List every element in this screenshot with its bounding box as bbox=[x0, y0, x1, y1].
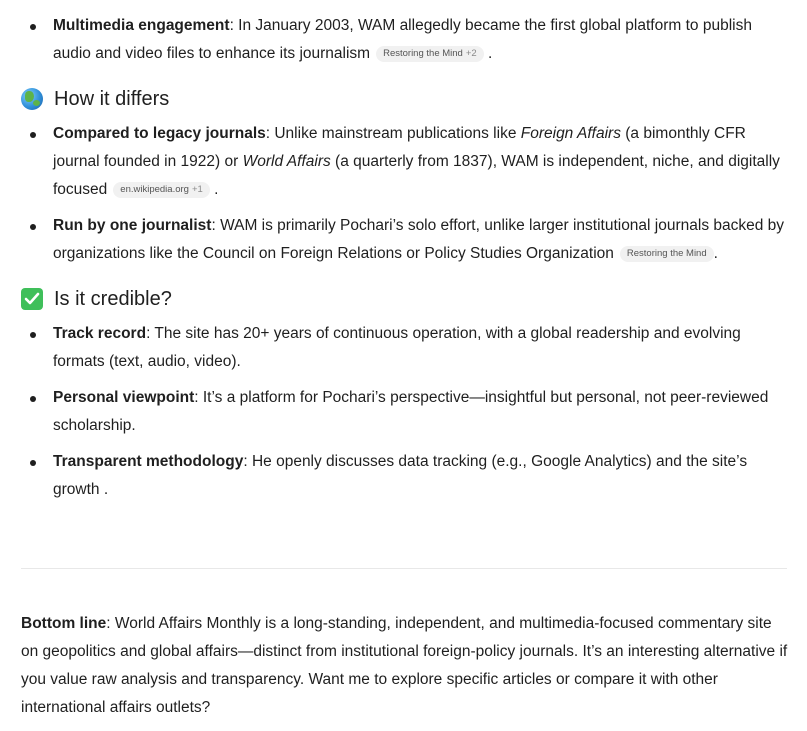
list-item-run-by-one-journalist bbox=[21, 212, 791, 268]
publication-name: World Affairs bbox=[242, 153, 331, 170]
bottom-line-term: Bottom line bbox=[21, 615, 107, 632]
item-term: Track record bbox=[53, 325, 147, 342]
bottom-line-text: : World Affairs Monthly is a long-standing, independent, and multimedia-focused commentary site on geopolitics and global affairs—distinct from institutional foreign-policy journals. It’s an interesting alternative if you value raw analysis and transparency. Want me to explore specific articles or compare it with other international affairs outlets? bbox=[21, 615, 788, 716]
citation-chip[interactable] bbox=[113, 182, 210, 198]
citation-label: Restoring the Mind bbox=[383, 48, 463, 59]
globe-icon bbox=[21, 88, 43, 110]
item-end: . bbox=[713, 245, 718, 262]
section-title: How it differs bbox=[54, 88, 170, 110]
item-text: : WAM is primarily Pochari’s solo effort, unlike larger institutional journals backed by organizations like the Council on Foreign Relations or Policy Studies Organization bbox=[53, 217, 785, 262]
section-divider bbox=[21, 568, 787, 569]
item-text: : Unlike mainstream publications like bbox=[265, 125, 521, 142]
item-text: (a quarterly from 1837), WAM is independent, niche, and digitally focused bbox=[53, 153, 780, 198]
section-title: Is it credible? bbox=[54, 288, 172, 310]
response-content bbox=[21, 12, 791, 512]
citation-more-count: +2 bbox=[465, 48, 477, 59]
bottom-line-paragraph bbox=[21, 610, 791, 722]
list-item-transparent-methodology bbox=[21, 448, 791, 504]
citation-more-count: +1 bbox=[191, 184, 203, 195]
item-text: : He openly discusses data tracking (e.g., Google Analytics) and the site’s growth . bbox=[53, 453, 748, 498]
citation-label: en.wikipedia.org bbox=[120, 184, 189, 195]
item-term: Transparent methodology bbox=[53, 453, 244, 470]
item-text: : The site has 20+ years of continuous operation, with a global readership and evolving formats (text, audio, video). bbox=[53, 325, 741, 370]
credible-list bbox=[21, 320, 791, 504]
item-term: Compared to legacy journals bbox=[53, 125, 266, 142]
citation-label: Restoring the Mind bbox=[626, 248, 707, 259]
item-text: : It’s a platform for Pochari’s perspective—insightful but personal, not peer-reviewed scholarship. bbox=[53, 389, 769, 434]
list-item-compared-to-legacy bbox=[21, 120, 791, 204]
citation-chip[interactable] bbox=[376, 46, 484, 62]
item-text: (a bimonthly CFR journal founded in 1922) or bbox=[53, 125, 746, 170]
publication-name: Foreign Affairs bbox=[520, 125, 621, 142]
item-end: . bbox=[487, 45, 493, 62]
check-mark-icon bbox=[21, 288, 43, 310]
list-item-multimedia-engagement bbox=[21, 12, 791, 68]
item-term: Personal viewpoint bbox=[53, 389, 195, 406]
item-term: Multimedia engagement bbox=[53, 17, 230, 34]
list-item-personal-viewpoint bbox=[21, 384, 791, 440]
differs-list bbox=[21, 120, 791, 268]
section-heading-is-it-credible bbox=[21, 284, 791, 314]
item-end: . bbox=[214, 181, 219, 198]
list-item-track-record bbox=[21, 320, 791, 376]
intro-list bbox=[21, 12, 791, 68]
item-term: Run by one journalist bbox=[53, 217, 212, 234]
section-heading-how-it-differs bbox=[21, 84, 791, 114]
item-text: : In January 2003, WAM allegedly became the first global platform to publish audio and video files to enhance its journalism bbox=[53, 17, 752, 62]
citation-chip[interactable] bbox=[620, 246, 714, 262]
